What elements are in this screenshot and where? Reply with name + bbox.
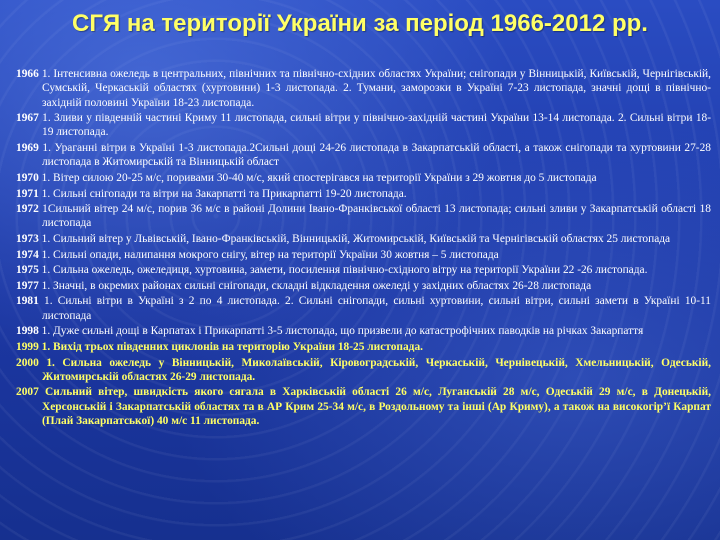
entry-text: 1. Значні, в окремих районах сильні снігопади, складні відкладення ожеледі у західних областях 26-28 листопада bbox=[41, 279, 592, 292]
entry-year: 1969 bbox=[16, 142, 39, 155]
list-item bbox=[16, 187, 711, 201]
list-item bbox=[16, 67, 711, 110]
entry-text: 1. Сильний вітер у Львівській, Івано-Франківській, Вінницькій, Житомирській, Київській та Чернігівській областях 25 листопада bbox=[41, 233, 671, 246]
entry-text: 1. Сильні вітри в Україні з 2 по 4 листопада. 2. Сильні снігопади, сильні хуртовини, сильні вітри, сильні замети в Україні 10-11 листопада bbox=[42, 295, 711, 322]
entry-text: 1. Сильні опади, налипання мокрого снігу, вітер на території України 30 жовтня – 5 листопада bbox=[41, 248, 499, 261]
list-item-highlighted bbox=[16, 356, 711, 385]
entry-year: 1974 bbox=[16, 248, 39, 261]
entry-text: 1. Вітер силою 20-25 м/с, поривами 30-40 м/с, який спостерігався на території України з 29 жовтня до 5 листопада bbox=[41, 171, 597, 184]
list-item-highlighted bbox=[16, 340, 711, 354]
list-item bbox=[16, 141, 711, 170]
list-item bbox=[16, 248, 711, 262]
entry-text: Сильний вітер, швидкість якого сягала в Харківській області 26 м/с, Луганській 28 м/с, Одеській 29 м/с, в Донецькій, Херсонській і Закарпатській областях та в АР Крим 25-34 м/с, в Роздольному та інші (Ар Криму), а також на високогір’ї Карпат (Плай Закарпатської) 40 м/с 11 листопада. bbox=[42, 386, 711, 427]
entry-year: 1971 bbox=[16, 187, 39, 200]
entry-text: 1. Інтенсивна ожеледь в центральних, північних та північно-східних областях України; снігопади у Вінницькій, Київській, Чернігівській, Сумській, Черкаській областях (хуртовини) 1-3 листопада. 2. Тумани, заморозки в Україні 7-23 листопада, значні дощі в північно-західній половині України 18-23 листопада. bbox=[41, 68, 711, 109]
list-item bbox=[16, 202, 711, 231]
entry-year: 2000 bbox=[16, 356, 39, 369]
entry-year: 2007 bbox=[16, 386, 39, 399]
list-item bbox=[16, 263, 711, 277]
entry-year: 1998 bbox=[16, 325, 39, 338]
list-item bbox=[16, 111, 711, 140]
entry-year: 1972 bbox=[16, 203, 39, 216]
list-item bbox=[16, 294, 711, 323]
entry-year: 1977 bbox=[16, 279, 39, 292]
entry-year: 1975 bbox=[16, 264, 39, 277]
list-item bbox=[16, 279, 711, 293]
entry-text: 1. Зливи у південній частині Криму 11 листопада, сильні вітри у північно-західній частині України 13-14 листопада. 2. Сильні вітри 18-19 листопада. bbox=[42, 112, 711, 139]
slide-title: СГЯ на території України за період 1966-2012 рр. bbox=[72, 10, 648, 37]
entry-text: 1Сильний вітер 24 м/с, порив 36 м/с в районі Долини Івано-Франківської області 13 листопада; сильні зливи у Закарпатській області 18 листопада bbox=[42, 203, 711, 230]
entry-year: 1970 bbox=[16, 171, 39, 184]
event-list bbox=[16, 67, 711, 430]
entry-text: 1. Вихід трьох південних циклонів на територію України 18-25 листопада. bbox=[41, 340, 423, 353]
list-item bbox=[16, 232, 711, 246]
entry-year: 1967 bbox=[16, 112, 39, 125]
entry-text: 1. Сильна ожеледь у Вінницькій, Миколаївській, Кіровоградській, Черкаській, Чернівецькій, Хмельницькій, Одеській, Житомирській областях 26-29 листопада. bbox=[42, 356, 711, 383]
entry-year: 1973 bbox=[16, 233, 39, 246]
list-item-highlighted bbox=[16, 385, 711, 428]
entry-text: 1. Дуже сильні дощі в Карпатах і Прикарпатті 3-5 листопада, що призвели до катастрофічних паводків на річках Закарпаття bbox=[41, 325, 644, 338]
entry-text: 1. Ураганні вітри в Україні 1-3 листопада.2Сильні дощі 24-26 листопада в Закарпатській області, а також снігопади та хуртовини 27-28 листопада в Житомирській та Вінницькій област bbox=[42, 142, 711, 169]
entry-year: 1966 bbox=[16, 68, 39, 80]
entry-text: 1. Сильна ожеледь, ожеледиця, хуртовина, замети, посилення північно-східного вітру на території України 22 -26 листопада. bbox=[41, 264, 648, 277]
list-item bbox=[16, 324, 711, 338]
entry-year: 1981 bbox=[16, 295, 39, 308]
entry-text: 1. Сильні снігопади та вітри на Закарпатті та Прикарпатті 19-20 листопада. bbox=[41, 187, 407, 200]
entry-year: 1999 bbox=[16, 340, 39, 353]
list-item bbox=[16, 171, 711, 185]
